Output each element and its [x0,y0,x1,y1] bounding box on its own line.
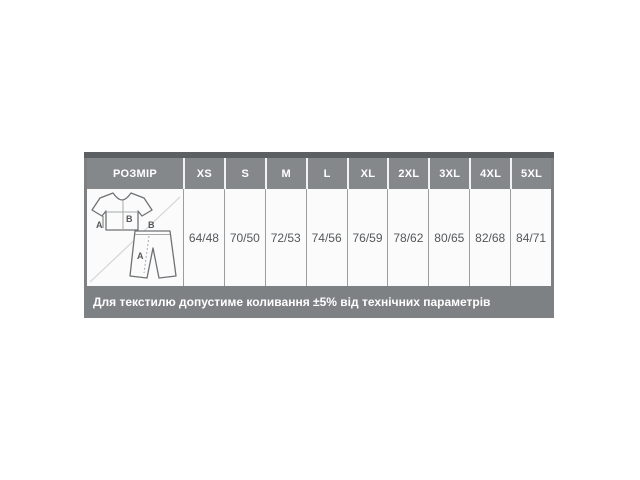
header-cell-5xl: 5XL [510,158,551,189]
header-cell-2xl: 2XL [387,158,428,189]
tshirt-icon [92,193,152,230]
size-value-cell-m: 72/53 [265,189,306,286]
size-chart-table [84,152,554,318]
table-header-row [84,158,554,189]
tolerance-note: Для текстилю допустиме коливання ±5% від технічних параметрів [93,295,491,309]
table-body-row [84,189,554,286]
garment-diagram-cell [87,189,183,286]
header-cell-l: L [306,158,347,189]
garment-measurement-diagram [87,189,183,286]
size-value-cell-4xl: 82/68 [469,189,510,286]
pants-label-b: B [148,220,155,230]
header-cell-s: S [224,158,265,189]
tshirt-label-a: A [96,220,103,230]
header-cell-size-label: РОЗМІР [87,158,183,189]
header-cell-4xl: 4XL [469,158,510,189]
size-value-cell-2xl: 78/62 [387,189,428,286]
pants-label-a: A [137,251,144,261]
size-value-cell-5xl: 84/71 [510,189,551,286]
header-cell-xs: XS [183,158,224,189]
size-value-cell-3xl: 80/65 [428,189,469,286]
header-cell-m: M [265,158,306,189]
tshirt-label-b: B [126,214,133,224]
size-value-cell-xl: 76/59 [347,189,388,286]
header-cell-3xl: 3XL [428,158,469,189]
size-value-cell-xs: 64/48 [183,189,224,286]
size-value-cell-s: 70/50 [224,189,265,286]
header-cell-xl: XL [347,158,388,189]
size-value-cell-l: 74/56 [306,189,347,286]
